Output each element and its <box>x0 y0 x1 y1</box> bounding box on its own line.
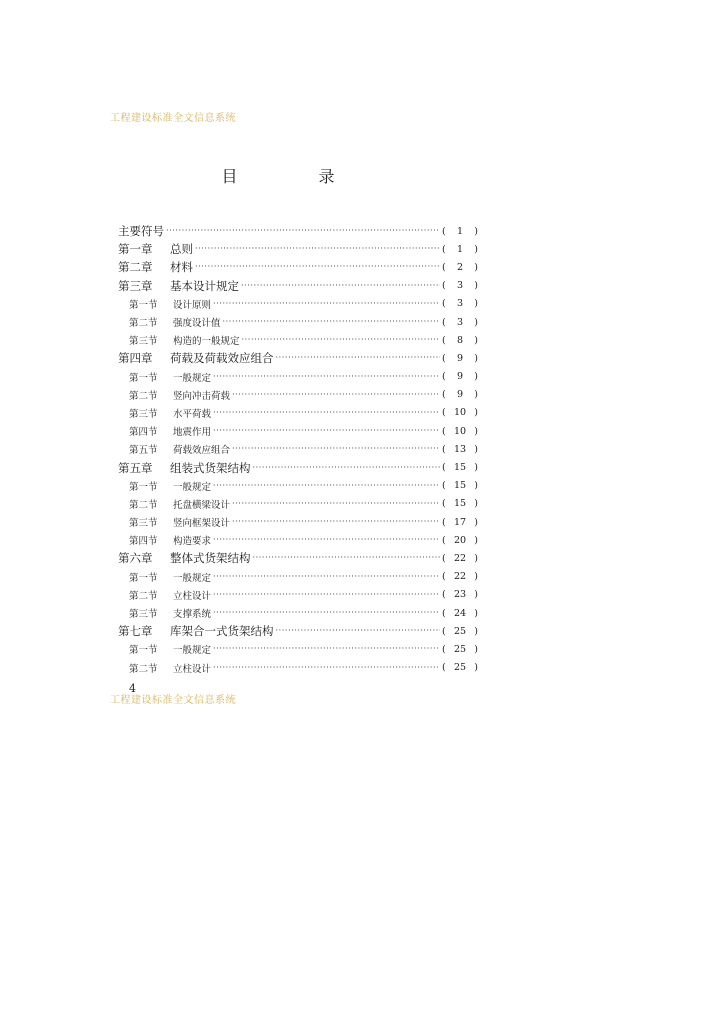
toc-section-row <box>118 513 478 531</box>
toc-section-row <box>118 440 478 458</box>
toc-page-number: 8 <box>456 334 464 346</box>
left-paren: ( <box>442 389 446 401</box>
toc-page-number: 15 <box>453 498 467 510</box>
left-paren: ( <box>442 243 446 255</box>
right-paren: ) <box>474 298 478 310</box>
page-title: 目 录 <box>221 167 373 186</box>
toc-entry-number: 第四节 <box>129 536 158 548</box>
toc-leader-dots <box>213 536 440 544</box>
toc-page-ref <box>442 589 478 600</box>
left-paren: ( <box>442 352 446 364</box>
left-paren: ( <box>442 298 446 310</box>
toc-page-ref <box>442 389 478 400</box>
toc-page-ref <box>442 226 478 237</box>
toc-entry-title: 库架合一式货架结构 <box>170 624 274 639</box>
toc-entry-title: 一般规定 <box>173 645 212 657</box>
toc-page-number: 25 <box>453 643 467 655</box>
toc-entry-title: 一般规定 <box>173 481 212 493</box>
toc-page-ref <box>442 644 478 655</box>
toc-page-ref <box>442 244 478 255</box>
toc-entry-number: 第三节 <box>129 609 158 621</box>
toc-page-ref <box>442 262 478 273</box>
toc-entry-number: 第二节 <box>129 590 158 602</box>
toc-page-ref <box>442 317 478 328</box>
left-paren: ( <box>442 571 446 583</box>
right-paren: ) <box>474 316 478 328</box>
watermark-bottom: 工程建设标准全文信息系统 <box>110 695 236 706</box>
toc-entry-number: 第六章 <box>118 551 153 566</box>
toc-page-ref <box>442 280 478 291</box>
right-paren: ) <box>474 498 478 510</box>
toc-entry-title: 材料 <box>170 260 193 275</box>
toc-entry-number: 第四章 <box>118 351 153 366</box>
toc-page-ref <box>442 426 478 437</box>
toc-chapter-row <box>118 458 478 476</box>
right-paren: ) <box>474 280 478 292</box>
right-paren: ) <box>474 662 478 674</box>
left-paren: ( <box>442 316 446 328</box>
toc-leader-dots <box>276 354 441 362</box>
toc-page-number: 13 <box>453 443 467 455</box>
toc-page-number: 9 <box>456 389 464 401</box>
toc-chapter-row <box>118 258 478 276</box>
left-paren: ( <box>442 643 446 655</box>
toc-page-number: 10 <box>453 407 467 419</box>
right-paren: ) <box>474 571 478 583</box>
toc-entry-title: 竖向冲击荷载 <box>173 390 231 402</box>
toc-section-row <box>118 604 478 622</box>
toc-page-ref <box>442 662 478 673</box>
right-paren: ) <box>474 607 478 619</box>
right-paren: ) <box>474 589 478 601</box>
toc-entry-title: 荷载及荷载效应组合 <box>170 351 274 366</box>
left-paren: ( <box>442 498 446 510</box>
toc-page-number: 25 <box>453 625 467 637</box>
toc-entry-title: 整体式货架结构 <box>170 551 251 566</box>
toc-entry-number: 第一节 <box>129 572 158 584</box>
toc-entry-number: 第三章 <box>118 278 153 293</box>
toc-leader-dots <box>232 445 440 453</box>
toc-leader-dots <box>213 664 440 672</box>
toc-leader-dots <box>241 282 440 290</box>
toc-entry-title: 一般规定 <box>173 372 212 384</box>
toc-page-number: 3 <box>456 298 464 310</box>
toc-page-number: 3 <box>456 316 464 328</box>
toc-section-row <box>118 659 478 677</box>
toc-page-number: 22 <box>453 552 467 564</box>
toc-page-ref <box>442 608 478 619</box>
right-paren: ) <box>474 625 478 637</box>
left-paren: ( <box>442 280 446 292</box>
toc-page-number: 15 <box>453 480 467 492</box>
toc-entry-number: 第一节 <box>129 645 158 657</box>
toc-entry-title: 构造要求 <box>173 536 212 548</box>
toc-entry-title: 设计原则 <box>173 299 212 311</box>
toc-page-number: 10 <box>453 425 467 437</box>
left-paren: ( <box>442 225 446 237</box>
toc-page-number: 1 <box>456 225 464 237</box>
toc-entry-number: 第一节 <box>129 481 158 493</box>
toc-leader-dots <box>195 263 440 271</box>
left-paren: ( <box>442 462 446 474</box>
toc-entry-title: 一般规定 <box>173 572 212 584</box>
toc-entry-number: 第五节 <box>129 445 158 457</box>
right-paren: ) <box>474 534 478 546</box>
toc-page-ref <box>442 444 478 455</box>
toc-page-ref <box>442 517 478 528</box>
toc-section-row <box>118 313 478 331</box>
toc-entry-title: 组装式货架结构 <box>170 460 251 475</box>
left-paren: ( <box>442 589 446 601</box>
toc-section-row <box>118 331 478 349</box>
toc-section-row <box>118 568 478 586</box>
toc-entry-title: 强度设计值 <box>173 318 221 330</box>
toc-entry-title: 立柱设计 <box>173 590 212 602</box>
left-paren: ( <box>442 334 446 346</box>
toc-leader-dots <box>223 318 440 326</box>
toc-chapter-row <box>118 622 478 640</box>
toc-section-row <box>118 477 478 495</box>
toc-page-ref <box>442 626 478 637</box>
toc-entry-title: 立柱设计 <box>173 663 212 675</box>
toc-leader-dots <box>213 373 440 381</box>
toc-page-number: 24 <box>453 607 467 619</box>
toc-leader-dots <box>213 300 440 308</box>
toc-section-row <box>118 495 478 513</box>
toc-page-ref <box>442 535 478 546</box>
toc-chapter-row <box>118 240 478 258</box>
toc-entry-number: 第四节 <box>129 427 158 439</box>
toc-page-ref <box>442 553 478 564</box>
toc-entry-number: 第二节 <box>129 499 158 511</box>
right-paren: ) <box>474 352 478 364</box>
toc-page-ref <box>442 480 478 491</box>
toc-section-row <box>118 368 478 386</box>
toc-leader-dots <box>213 573 440 581</box>
toc-page-number: 9 <box>456 371 464 383</box>
right-paren: ) <box>474 243 478 255</box>
right-paren: ) <box>474 389 478 401</box>
toc-page-number: 25 <box>453 662 467 674</box>
right-paren: ) <box>474 480 478 492</box>
toc-page-ref <box>442 371 478 382</box>
toc-chapter-row <box>118 349 478 367</box>
toc-entry-title: 总则 <box>170 242 193 257</box>
toc-entry-number: 第三节 <box>129 336 158 348</box>
right-paren: ) <box>474 462 478 474</box>
toc-page-number: 2 <box>456 261 464 273</box>
toc-entry-number: 第一章 <box>118 242 153 257</box>
toc-page-number: 1 <box>456 243 464 255</box>
toc-chapter-row <box>118 277 478 295</box>
right-paren: ) <box>474 643 478 655</box>
right-paren: ) <box>474 334 478 346</box>
left-paren: ( <box>442 425 446 437</box>
left-paren: ( <box>442 607 446 619</box>
toc-page-number: 3 <box>456 280 464 292</box>
toc-page-number: 17 <box>453 516 467 528</box>
right-paren: ) <box>474 261 478 273</box>
toc-chapter-row <box>118 222 478 240</box>
toc-page-number: 15 <box>453 462 467 474</box>
toc-entry-number: 第二节 <box>129 663 158 675</box>
table-of-contents <box>118 222 478 677</box>
left-paren: ( <box>442 552 446 564</box>
left-paren: ( <box>442 625 446 637</box>
toc-page-number: 23 <box>453 589 467 601</box>
toc-page-ref <box>442 353 478 364</box>
right-paren: ) <box>474 552 478 564</box>
toc-leader-dots <box>276 627 441 635</box>
toc-section-row <box>118 422 478 440</box>
toc-chapter-row <box>118 549 478 567</box>
watermark-top: 工程建设标准全文信息系统 <box>110 113 236 124</box>
right-paren: ) <box>474 425 478 437</box>
toc-section-row <box>118 386 478 404</box>
toc-entry-title: 支撑系统 <box>173 609 212 621</box>
toc-entry-number: 第二节 <box>129 318 158 330</box>
toc-page-ref <box>442 298 478 309</box>
right-paren: ) <box>474 371 478 383</box>
toc-page-number: 22 <box>453 571 467 583</box>
toc-entry-number: 第二章 <box>118 260 153 275</box>
left-paren: ( <box>442 371 446 383</box>
toc-leader-dots <box>242 336 440 344</box>
toc-leader-dots <box>232 518 440 526</box>
left-paren: ( <box>442 480 446 492</box>
toc-page-ref <box>442 407 478 418</box>
toc-entry-title: 竖向框架设计 <box>173 518 231 530</box>
toc-leader-dots <box>195 245 440 253</box>
toc-entry-number: 第三节 <box>129 518 158 530</box>
toc-entry-title: 地震作用 <box>173 427 212 439</box>
toc-leader-dots <box>232 500 440 508</box>
toc-entry-number: 第七章 <box>118 624 153 639</box>
left-paren: ( <box>442 662 446 674</box>
left-paren: ( <box>442 407 446 419</box>
toc-page-ref <box>442 498 478 509</box>
page-number: 4 <box>129 682 136 695</box>
toc-entry-number: 第一节 <box>129 372 158 384</box>
left-paren: ( <box>442 534 446 546</box>
toc-leader-dots <box>253 554 441 562</box>
toc-entry-title: 构造的一般规定 <box>173 336 240 348</box>
toc-page-number: 20 <box>453 534 467 546</box>
toc-section-row <box>118 640 478 658</box>
toc-section-row <box>118 531 478 549</box>
toc-leader-dots <box>213 427 440 435</box>
toc-leader-dots <box>166 227 440 235</box>
toc-leader-dots <box>213 609 440 617</box>
toc-section-row <box>118 404 478 422</box>
toc-entry-number: 第五章 <box>118 460 153 475</box>
toc-leader-dots <box>253 464 441 472</box>
toc-entry-number: 第一节 <box>129 299 158 311</box>
toc-page-number: 9 <box>456 352 464 364</box>
right-paren: ) <box>474 407 478 419</box>
toc-leader-dots <box>213 482 440 490</box>
toc-entry-title: 基本设计规定 <box>170 278 239 293</box>
toc-entry-number: 第三节 <box>129 408 158 420</box>
toc-entry-title: 荷载效应组合 <box>173 445 231 457</box>
left-paren: ( <box>442 261 446 273</box>
toc-leader-dots <box>232 391 440 399</box>
toc-page-ref <box>442 335 478 346</box>
toc-entry-title: 主要符号 <box>118 224 164 239</box>
left-paren: ( <box>442 443 446 455</box>
toc-entry-title: 托盘横梁设计 <box>173 499 231 511</box>
right-paren: ) <box>474 443 478 455</box>
toc-section-row <box>118 586 478 604</box>
toc-leader-dots <box>213 591 440 599</box>
toc-leader-dots <box>213 645 440 653</box>
right-paren: ) <box>474 225 478 237</box>
toc-page-ref <box>442 571 478 582</box>
right-paren: ) <box>474 516 478 528</box>
toc-leader-dots <box>213 409 440 417</box>
toc-page-ref <box>442 462 478 473</box>
toc-entry-title: 水平荷载 <box>173 408 212 420</box>
toc-section-row <box>118 295 478 313</box>
toc-entry-number: 第二节 <box>129 390 158 402</box>
left-paren: ( <box>442 516 446 528</box>
